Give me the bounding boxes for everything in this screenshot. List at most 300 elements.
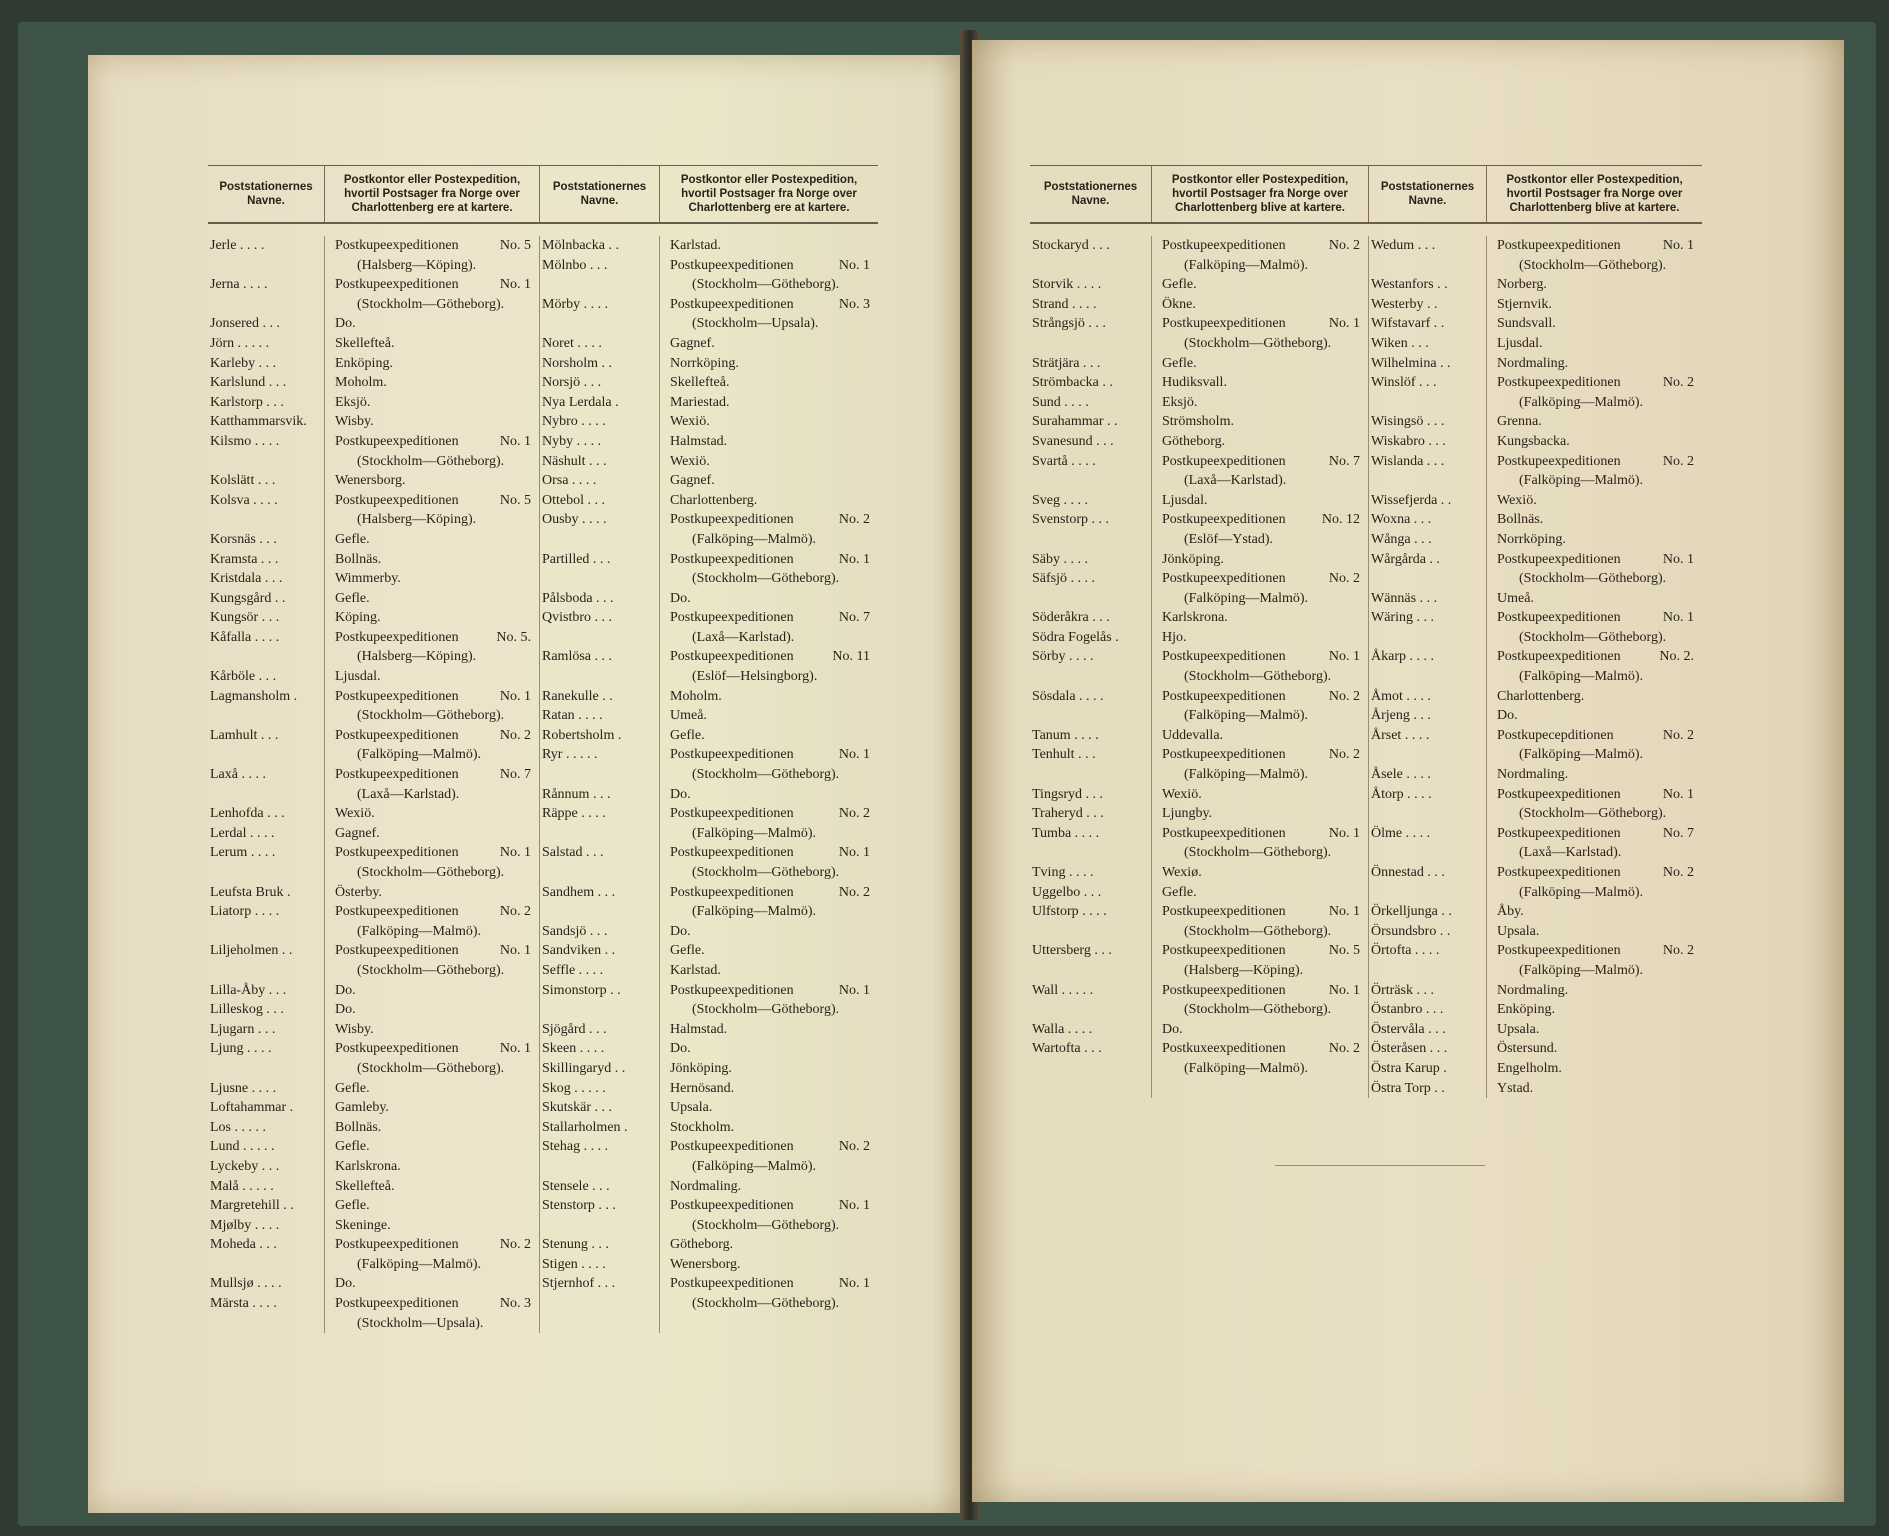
office-entry (1152, 314, 1368, 334)
station-name: Wäring . . . (1371, 610, 1434, 626)
office-text: Österby. (335, 884, 382, 900)
office-text: (Stockholm—Götheborg). (692, 571, 840, 587)
office-text: (Halsberg—Köping). (357, 257, 477, 273)
station-name: Malå . . . . . (210, 1178, 274, 1194)
office-entry (1487, 961, 1702, 981)
office-text: Postkupeexpeditionen (1162, 943, 1286, 959)
office-text: (Stockholm—Götheborg). (1184, 923, 1332, 939)
office-text: Gefle. (1162, 277, 1197, 293)
office-entry (1152, 608, 1368, 628)
office-entry (1487, 295, 1702, 315)
office-text: Jönköping. (670, 1060, 732, 1076)
office-text: Halmstad. (670, 1021, 728, 1037)
office-entry (325, 550, 539, 570)
office-entry (660, 1098, 878, 1118)
station-name (1030, 589, 1151, 609)
col-station-names-4 (1369, 236, 1487, 1098)
office-entry (660, 1137, 878, 1157)
office-text: Postkupeexpeditionen (1162, 512, 1286, 528)
office-text: Moholm. (335, 375, 387, 391)
station-name: Wiken . . . (1371, 335, 1429, 351)
office-text: (Falköping—Malmö). (1184, 590, 1309, 606)
station-name: Wårgårda . . (1371, 551, 1440, 567)
office-text: (Falköping—Malmö). (1184, 708, 1309, 724)
office-entry (1152, 589, 1368, 609)
route-number: No. 1 (838, 747, 870, 763)
office-entry (325, 256, 539, 276)
office-text: Köping. (335, 610, 381, 626)
office-text: Do. (670, 590, 691, 606)
office-text: Wexiø. (1162, 865, 1202, 880)
station-name: Katthammarsvik. (210, 414, 307, 430)
office-entry (660, 765, 878, 785)
station-name (540, 824, 659, 844)
route-number: No. 2 (1662, 865, 1694, 880)
office-entry (1487, 393, 1702, 413)
office-text: Postkuxeexpeditionen (1162, 1041, 1286, 1057)
office-entry (325, 275, 539, 295)
office-text: (Stockholm—Götheborg). (357, 1060, 505, 1076)
office-entry (1487, 256, 1702, 276)
route-number: No. 1 (838, 1276, 870, 1292)
office-entry (660, 256, 878, 276)
office-text: Wexiö. (670, 414, 710, 430)
office-entry (1487, 902, 1702, 922)
office-text: Postkupeexpeditionen (670, 1276, 794, 1292)
office-entry (1487, 354, 1702, 374)
station-name: Wilhelmina . . (1371, 355, 1451, 371)
office-text: Hudiksvall. (1162, 375, 1227, 391)
office-text: Stockholm. (670, 1119, 735, 1135)
office-entry (1152, 843, 1368, 863)
office-text: Karlstad. (670, 238, 721, 253)
office-entry (660, 1314, 878, 1334)
office-entry (660, 432, 878, 452)
station-name: Mölnbo . . . (542, 257, 608, 273)
station-name: Skog . . . . . (542, 1080, 606, 1096)
route-number: No. 5 (1328, 943, 1360, 959)
office-text: Postkupeexpeditionen (1497, 453, 1621, 469)
office-entry (325, 706, 539, 726)
office-entry (325, 589, 539, 609)
office-entry (660, 354, 878, 374)
office-text: Gagnef. (670, 335, 715, 351)
office-text: Nordmaling. (1497, 767, 1569, 783)
office-entry (325, 373, 539, 393)
office-entry (1487, 922, 1702, 942)
station-name (208, 961, 324, 981)
office-text: Mariestad. (670, 394, 730, 410)
station-name (208, 745, 324, 765)
office-text: Charlottenberg. (670, 492, 758, 508)
col-office-3 (1152, 236, 1369, 1098)
office-entry (325, 1177, 539, 1197)
station-name: Jerle . . . . (210, 238, 265, 253)
station-name: Södra Fogelås . (1032, 629, 1119, 645)
station-name: Ljung . . . . (210, 1041, 272, 1057)
office-entry (1152, 452, 1368, 472)
office-entry (1487, 765, 1702, 785)
route-number: No. 11 (832, 649, 870, 665)
station-name: Lyckeby . . . (210, 1158, 280, 1174)
office-text: Ljusdal. (1162, 492, 1208, 508)
station-name (540, 765, 659, 785)
route-number: No. 2 (499, 727, 531, 743)
office-entry (325, 1255, 539, 1275)
station-name (540, 314, 659, 334)
office-text: Postkupecepditionen (1497, 727, 1614, 743)
office-text: (Falköping—Malmö). (357, 747, 482, 763)
station-name: Westerby . . (1371, 296, 1438, 312)
station-name: Walla . . . . (1032, 1021, 1093, 1037)
office-text: (Stockholm—Götheborg). (1184, 1002, 1332, 1018)
office-text: Halmstad. (670, 433, 728, 449)
office-text: Do. (335, 982, 356, 998)
office-text: Gefle. (670, 943, 705, 959)
station-name: Storvik . . . . (1032, 277, 1102, 293)
office-entry (1152, 1000, 1368, 1020)
office-entry (1152, 863, 1368, 883)
office-text: Åby. (1497, 904, 1524, 920)
office-entry (1152, 295, 1368, 315)
office-text: Gefle. (335, 1080, 370, 1096)
office-entry (1152, 510, 1368, 530)
office-entry (1487, 981, 1702, 1001)
office-entry (1152, 1059, 1368, 1079)
station-name: Stallarholmen . (542, 1119, 628, 1135)
col-office-2 (660, 236, 878, 1333)
route-number: No. 1 (499, 688, 531, 704)
office-entry (660, 530, 878, 550)
station-name (208, 510, 324, 530)
office-entry (325, 1079, 539, 1099)
office-entry (1487, 667, 1702, 687)
route-number: No. 2 (1662, 943, 1694, 959)
office-entry (660, 471, 878, 491)
office-text: (Falköping—Malmö). (692, 904, 817, 920)
office-entry (660, 393, 878, 413)
office-entry (660, 1294, 878, 1314)
office-entry (325, 1039, 539, 1059)
station-name: Svanesund . . . (1032, 433, 1114, 449)
office-text: Bollnäs. (335, 1119, 382, 1135)
office-text: Do. (1497, 708, 1518, 724)
station-name: Lilla-Åby . . . (210, 982, 287, 998)
station-name: Nya Lerdala . (542, 394, 619, 410)
office-entry (1487, 530, 1702, 550)
station-name: Karlslund . . . (210, 375, 287, 391)
header-office-1: Postkontor eller Postexpedition, hvortil Postsager fra Norge over Charlottenberg ere at kartere. (325, 166, 540, 222)
office-text: Gefle. (335, 1139, 370, 1155)
office-text: Skellefteå. (335, 335, 395, 351)
office-text: Postkupeexpeditionen (335, 1296, 459, 1312)
office-text: Umeå. (1497, 590, 1534, 606)
office-text: Skellefteå. (335, 1178, 395, 1194)
office-entry (1487, 432, 1702, 452)
office-entry (325, 667, 539, 687)
office-text: Hjo. (1162, 629, 1187, 645)
office-text: Sundsvall. (1497, 316, 1556, 332)
office-entry (325, 1157, 539, 1177)
route-number: No. 2 (1328, 571, 1360, 587)
office-entry (325, 452, 539, 472)
office-text: (Laxå—Karlstad). (692, 629, 795, 645)
office-text: Wexiö. (335, 806, 375, 822)
office-entry (1487, 843, 1702, 863)
office-text: Wenersborg. (670, 1256, 741, 1272)
station-name: Kilsmo . . . . (210, 433, 280, 449)
office-text: (Falköping—Malmö). (357, 923, 482, 939)
office-text: Do. (335, 1002, 356, 1018)
station-name (1369, 667, 1486, 687)
office-entry (1487, 647, 1702, 667)
station-name: Sandsjö . . . (542, 923, 608, 939)
station-name (1030, 922, 1151, 942)
office-text: Do. (335, 316, 356, 332)
office-text: Postkupeexpeditionen (1162, 453, 1286, 469)
office-entry (660, 1157, 878, 1177)
station-name: Wartofta . . . (1032, 1041, 1102, 1057)
station-name (1369, 628, 1486, 648)
station-name: Jörn . . . . . (210, 335, 270, 351)
office-text: Postkupeexpeditionen (1497, 375, 1621, 391)
office-entry (1152, 902, 1368, 922)
office-entry (660, 491, 878, 511)
station-name: Nybro . . . . (542, 414, 606, 430)
office-text: Postkupeexpeditionen (1162, 571, 1286, 587)
route-number: No. 5 (499, 492, 531, 508)
station-name: Önnestad . . . (1371, 865, 1445, 880)
station-name: Ousby . . . . (542, 512, 607, 528)
station-name: Noret . . . . (542, 335, 602, 351)
office-entry (660, 295, 878, 315)
office-entry (325, 354, 539, 374)
station-name (540, 863, 659, 883)
office-entry (660, 314, 878, 334)
office-entry (325, 1274, 539, 1294)
office-text: (Stockholm—Götheborg). (692, 1002, 840, 1018)
station-name: Leufsta Bruk . (210, 884, 291, 900)
office-entry (1152, 236, 1368, 256)
route-number: No. 1 (499, 845, 531, 861)
office-text: Postkupeexpeditionen (335, 277, 459, 293)
office-entry (325, 530, 539, 550)
col-station-names-1 (208, 236, 325, 1333)
office-entry (1487, 373, 1702, 393)
office-entry (1487, 236, 1702, 256)
office-text: Eksjö. (1162, 394, 1198, 410)
route-number: No. 7 (838, 610, 870, 626)
office-entry (660, 550, 878, 570)
station-name (208, 1059, 324, 1079)
station-name (1030, 471, 1151, 491)
office-text: Postkupeexpeditionen (335, 943, 459, 959)
office-entry (660, 667, 878, 687)
office-entry (1152, 981, 1368, 1001)
end-rule (1275, 1165, 1485, 1166)
station-name (540, 667, 659, 687)
station-name: Sandhem . . . (542, 884, 616, 900)
office-text: Postkupeexpeditionen (1497, 610, 1621, 626)
route-number: No. 2 (1662, 453, 1694, 469)
office-text: Ystad. (1497, 1080, 1534, 1096)
office-entry (1487, 1079, 1702, 1099)
office-text: Postkupeexpeditionen (670, 747, 794, 763)
office-text: Postkupeexpeditionen (335, 688, 459, 704)
office-text: (Stockholm—Götheborg). (1519, 257, 1667, 273)
station-name: Östanbro . . . (1371, 1002, 1444, 1018)
office-entry (325, 491, 539, 511)
office-text: Postkupeexpeditionen (335, 845, 459, 861)
station-name (208, 452, 324, 472)
office-text: Postkupeexpeditionen (1162, 688, 1286, 704)
office-text: (Halsberg—Köping). (357, 512, 477, 528)
office-entry (1152, 961, 1368, 981)
station-name (208, 785, 324, 805)
office-text: (Falköping—Malmö). (1519, 473, 1644, 489)
station-name: Norsholm . . (542, 355, 612, 371)
office-entry (325, 883, 539, 903)
station-name (1030, 530, 1151, 550)
station-name: Svartå . . . . (1032, 453, 1096, 469)
right-table-header (1030, 165, 1702, 224)
office-text: Postkupeexpeditionen (1162, 825, 1286, 841)
station-name (208, 1314, 324, 1334)
office-entry (660, 883, 878, 903)
station-name (208, 256, 324, 276)
office-text: Postkupeexpeditionen (335, 629, 459, 645)
station-name: Skutskär . . . (542, 1100, 612, 1116)
office-entry (1487, 550, 1702, 570)
route-number: No. 2 (499, 1237, 531, 1253)
office-entry (325, 922, 539, 942)
route-number: No. 1 (1662, 238, 1694, 253)
station-name (540, 1294, 659, 1314)
office-entry (325, 1235, 539, 1255)
office-entry (660, 1255, 878, 1275)
station-name (540, 628, 659, 648)
office-entry (660, 706, 878, 726)
route-number: No. 1 (1662, 551, 1694, 567)
station-name: Ratan . . . . (542, 708, 603, 724)
office-entry (660, 804, 878, 824)
station-name: Sjögård . . . (542, 1021, 607, 1037)
station-name: Säfsjö . . . . (1032, 571, 1095, 587)
office-text: Do. (670, 923, 691, 939)
office-entry (325, 432, 539, 452)
station-name (208, 863, 324, 883)
office-text: Norrköping. (670, 355, 739, 371)
station-name: Sund . . . . (1032, 394, 1089, 410)
office-text: Postkupeexpeditionen (1162, 238, 1286, 253)
station-name: Örträsk . . . (1371, 982, 1434, 998)
office-entry (325, 295, 539, 315)
office-entry (660, 647, 878, 667)
office-entry (325, 824, 539, 844)
office-text: Ökne. (1162, 296, 1196, 312)
office-text: Uddevalla. (1162, 727, 1224, 743)
station-name: Strand . . . . (1032, 296, 1097, 312)
office-text: Do. (1162, 1021, 1183, 1037)
office-entry (325, 1059, 539, 1079)
office-entry (660, 1274, 878, 1294)
station-name: Kåfalla . . . . (210, 629, 280, 645)
station-name: Lerdal . . . . (210, 825, 275, 841)
office-text: Ljusdal. (1497, 335, 1543, 351)
station-name: Sveg . . . . (1032, 492, 1088, 508)
station-name: Tumba . . . . (1032, 825, 1100, 841)
station-name: Liatorp . . . . (210, 904, 280, 920)
office-entry (1152, 432, 1368, 452)
station-name: Lenhofda . . . (210, 806, 285, 822)
route-number: No. 1 (499, 277, 531, 293)
route-number: No. 2. (1659, 649, 1694, 665)
office-text: Gefle. (1162, 355, 1197, 371)
office-text: (Stockholm—Götheborg). (1184, 845, 1332, 861)
station-name: Winslöf . . . (1371, 375, 1437, 391)
office-text: (Falköping—Malmö). (1519, 747, 1644, 763)
office-entry (1487, 569, 1702, 589)
office-text: Postkupeexpeditionen (1497, 865, 1621, 880)
office-text: (Stockholm—Götheborg). (692, 1296, 840, 1312)
office-entry (1152, 726, 1368, 746)
header-station-3: Poststationernes Navne. (1030, 166, 1152, 222)
station-name: Stensele . . . (542, 1178, 610, 1194)
office-text: Stjernvik. (1497, 296, 1552, 312)
office-entry (325, 1000, 539, 1020)
office-text: (Halsberg—Köping). (357, 649, 477, 665)
station-name: Säby . . . . (1032, 551, 1088, 567)
station-name: Karleby . . . (210, 355, 277, 371)
office-text: Postkupeexpeditionen (335, 492, 459, 508)
station-name: Uggelbo . . . (1032, 884, 1102, 900)
station-name: Söderåkra . . . (1032, 610, 1110, 626)
office-entry (1152, 647, 1368, 667)
office-entry (325, 1196, 539, 1216)
station-name (1369, 843, 1486, 863)
office-entry (325, 628, 539, 648)
office-entry (325, 765, 539, 785)
office-text: Postkupeexpeditionen (1497, 786, 1621, 802)
office-entry (660, 745, 878, 765)
office-text: (Falköping—Malmö). (1519, 394, 1644, 410)
office-entry (1152, 922, 1368, 942)
office-entry (660, 412, 878, 432)
station-name: Los . . . . . (210, 1119, 266, 1135)
office-text: Postkupeexpeditionen (1162, 904, 1286, 920)
station-name (1030, 1000, 1151, 1020)
office-text: Götheborg. (670, 1237, 734, 1253)
office-entry (1487, 687, 1702, 707)
station-name: Skillingaryd . . (542, 1060, 626, 1076)
office-text: Postkupeexpeditionen (670, 845, 794, 861)
office-text: (Stockholm—Götheborg). (357, 962, 505, 978)
station-name: Orsa . . . . (542, 473, 597, 489)
station-name (1369, 393, 1486, 413)
station-name: Loftahammar . (210, 1100, 294, 1116)
header-office-4: Postkontor eller Postexpedition, hvortil Postsager fra Norge over Charlottenberg blive at kartere. (1506, 174, 1683, 214)
office-entry (1487, 412, 1702, 432)
office-entry (1152, 1020, 1368, 1040)
station-name: Pålsboda . . . (542, 590, 614, 606)
station-name: Mölnbacka . . (542, 238, 619, 253)
station-name: Wiskabro . . . (1371, 433, 1446, 449)
route-number: No. 1 (499, 943, 531, 959)
route-number: No. 3 (499, 1296, 531, 1312)
office-entry (325, 647, 539, 667)
route-number: No. 1 (1662, 786, 1694, 802)
office-entry (325, 471, 539, 491)
